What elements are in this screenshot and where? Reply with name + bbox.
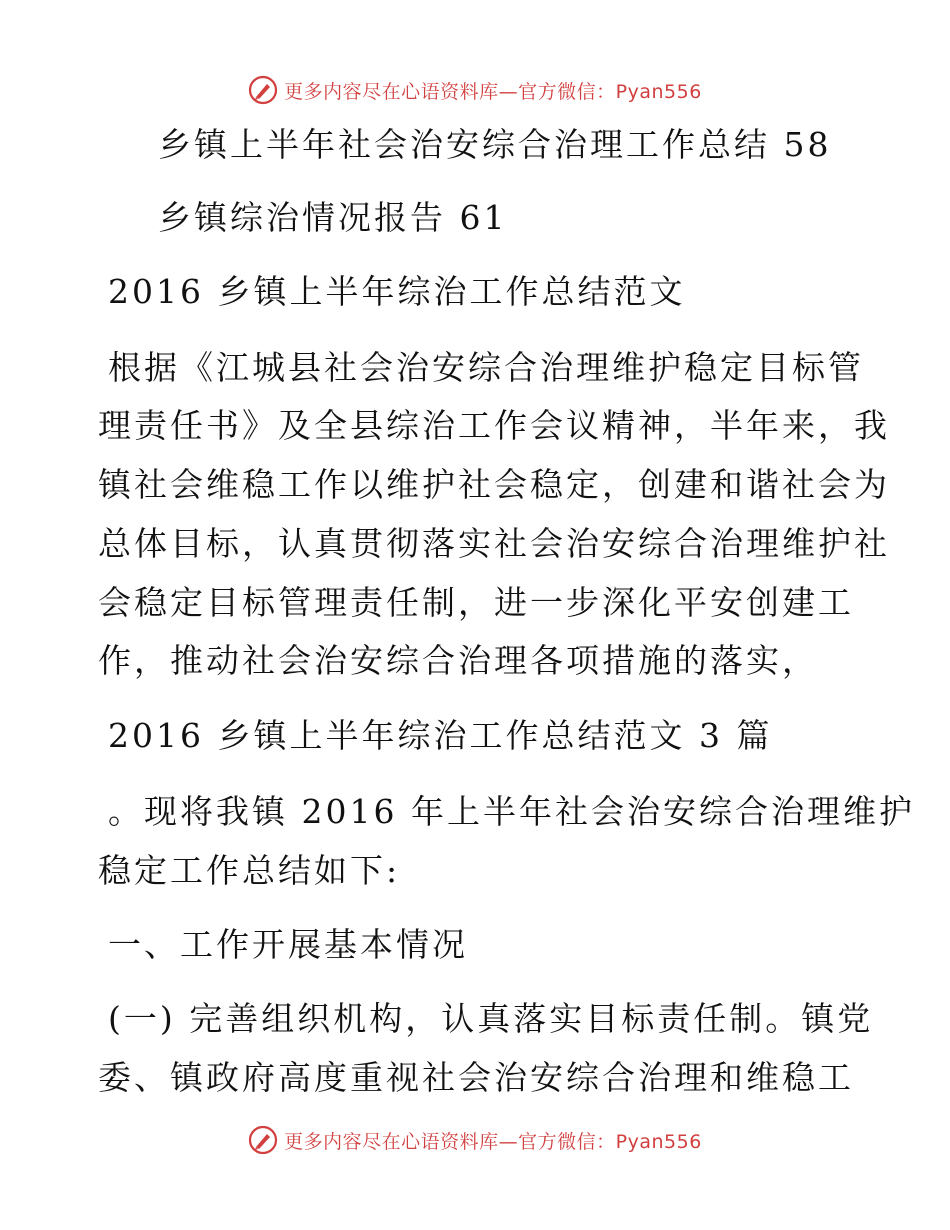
body-text-line: 作，推动社会治安综合治理各项措施的落实， xyxy=(98,641,818,680)
body-text-line: (一) 完善组织机构，认真落实目标责任制。镇党 xyxy=(108,999,874,1038)
body-text-line: 。现将我镇 2016 年上半年社会治安综合治理维护 xyxy=(108,792,915,831)
document-title: 2016 乡镇上半年综治工作总结范文 xyxy=(108,272,686,311)
body-text-line: 稳定工作总结如下: xyxy=(98,851,401,890)
watermark-header xyxy=(0,70,950,110)
body-text-line: 总体目标，认真贯彻落实社会治安综合治理维护社 xyxy=(98,524,890,563)
body-text-line: 理责任书》及全县综治工作会议精神，半年来，我 xyxy=(98,406,890,445)
toc-entry: 乡镇综治情况报告 61 xyxy=(158,198,508,237)
body-text-line: 会稳定目标管理责任制，进一步深化平安创建工 xyxy=(98,583,854,622)
watermark-text: 更多内容尽在心语资料库—官方微信：Pyan556 xyxy=(284,80,702,103)
watermark-footer xyxy=(0,1120,950,1160)
body-text-line: 根据《江城县社会治安综合治理维护稳定目标管 xyxy=(108,348,864,387)
body-text-line: 委、镇政府高度重视社会治安综合治理和维稳工 xyxy=(98,1058,854,1097)
section-heading: 一、工作开展基本情况 xyxy=(108,925,468,964)
body-text-line: 镇社会维稳工作以维护社会稳定，创建和谐社会为 xyxy=(98,465,890,504)
section-title: 2016 乡镇上半年综治工作总结范文 3 篇 xyxy=(108,716,773,755)
pen-logo-icon xyxy=(248,75,278,105)
pen-logo-icon xyxy=(248,1125,278,1155)
watermark-text: 更多内容尽在心语资料库—官方微信：Pyan556 xyxy=(284,1130,702,1153)
toc-entry: 乡镇上半年社会治安综合治理工作总结 58 xyxy=(158,125,832,164)
